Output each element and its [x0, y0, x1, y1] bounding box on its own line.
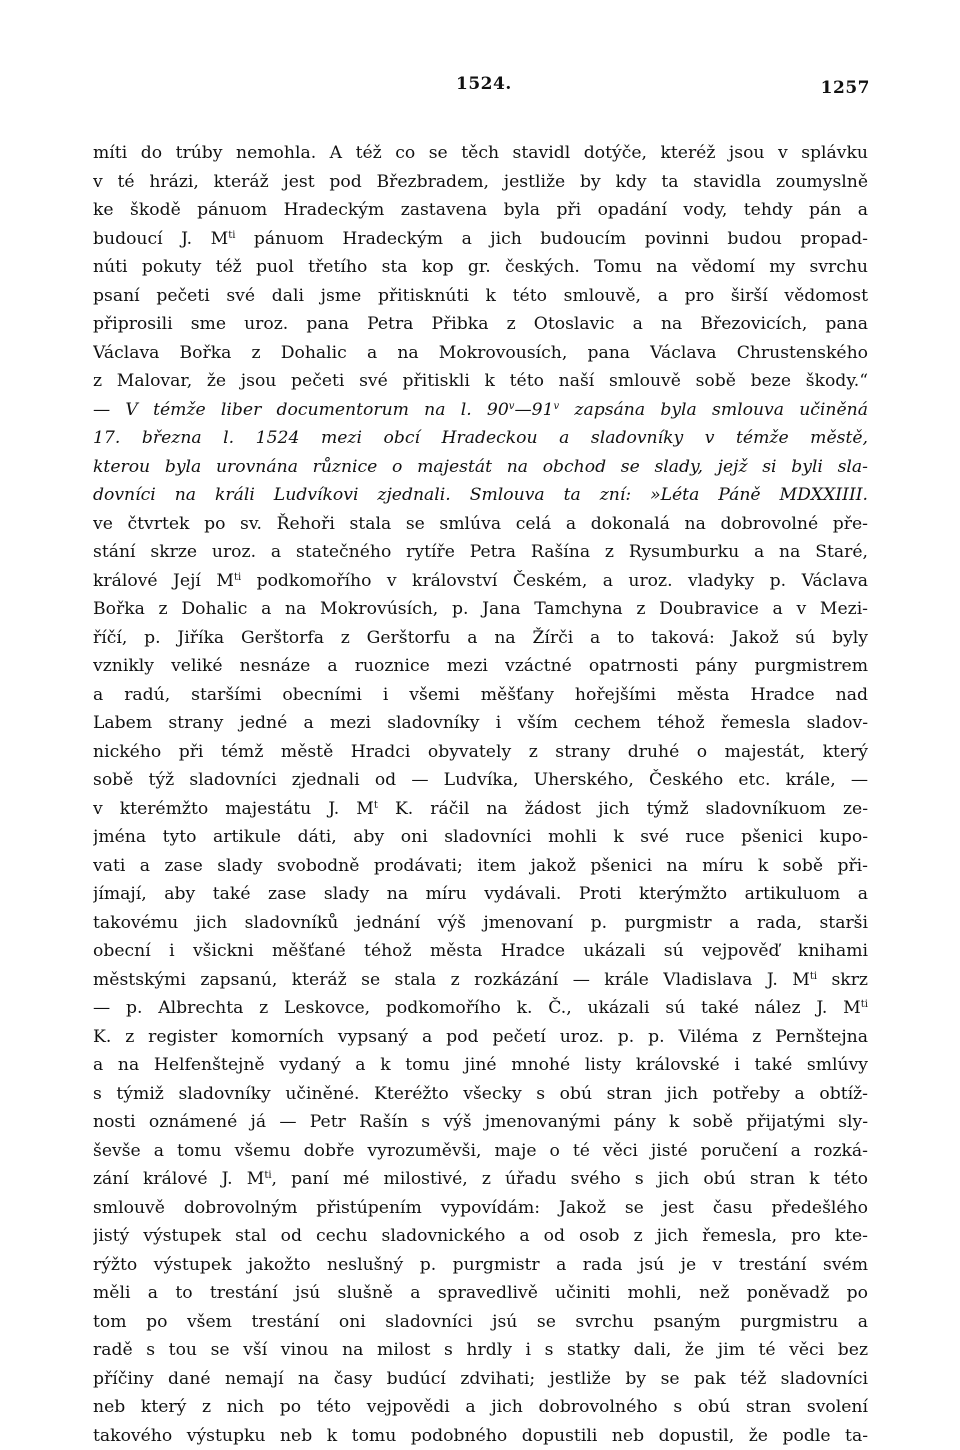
- text-line: [93, 510, 868, 539]
- text-segment: K. ráčil na žádost jich týmž sladovníkuom ze-: [378, 799, 868, 819]
- text-line: [93, 994, 868, 1023]
- text-segment: takového výstupku neb k tomu podobného dopustili neb dopustil, že podle ta-: [93, 1426, 868, 1446]
- text-line: [93, 1251, 868, 1280]
- text-line: [93, 1137, 868, 1166]
- text-segment: jímají, aby také zase slady na míru vydávali. Proti kterýmžto artikuluom a: [93, 884, 868, 904]
- text-line: [93, 424, 868, 453]
- text-segment: a na Helfenštejně vydaný a k tomu jiné mnohé listy královské i také smlúvy: [93, 1055, 868, 1075]
- text-line: [93, 567, 868, 596]
- text-segment: a radú, staršími obecními i všemi měšťany hořejšími města Hradce nad: [93, 685, 868, 705]
- text-segment: obecní i všickni měšťané téhož města Hradce ukázali sú vejpověď knihami: [93, 941, 868, 961]
- text-segment: tom po všem trestání oni sladovníci jsú se svrchu psaným purgmistru a: [93, 1312, 868, 1332]
- page-number: 1257: [821, 78, 870, 102]
- body-text: [93, 139, 868, 1450]
- text-segment: Václava Bořka z Dohalic a na Mokrovousích, pana Václava Chrustenského: [93, 343, 868, 363]
- text-segment: z Malovar, že jsou pečeti své přitiskli k této naší smlouvě sobě beze škody.“: [93, 371, 868, 391]
- text-line: [93, 1393, 868, 1422]
- text-line: [93, 1080, 868, 1109]
- text-segment: —91: [514, 400, 553, 420]
- text-line: [93, 367, 868, 396]
- text-segment: měli a to trestání jsú slušně a spravedlivě učiniti mohli, než poněvadž po: [93, 1283, 868, 1303]
- text-segment: neb který z nich po této vejpovědi a jich dobrovolného s obú stran svolení: [93, 1397, 868, 1417]
- text-segment: říčí, p. Jiříka Gerštorfa z Gerštorfu a na Žírči a to taková: Jakož sú byly: [93, 628, 868, 648]
- text-line: [93, 709, 868, 738]
- text-segment: ševše a tomu všemu dobře vyrozuměvši, maje o té věci jisté poručení a rozká-: [93, 1141, 868, 1161]
- text-line: [93, 937, 868, 966]
- text-line: [93, 1222, 868, 1251]
- text-segment: skrz: [817, 970, 868, 990]
- text-line: [93, 909, 868, 938]
- text-line: [93, 823, 868, 852]
- text-segment: — p. Albrechta z Leskovce, podkomořího k. Č., ukázali sú také nález J. M: [93, 998, 861, 1018]
- text-segment: núti pokuty též puol třetího sta kop gr. českých. Tomu na vědomí my svrchu: [93, 257, 868, 277]
- text-line: [93, 139, 868, 168]
- text-line: [93, 1051, 868, 1080]
- text-segment: nického při témž městě Hradci obyvately z strany druhé o majestát, který: [93, 742, 868, 762]
- text-line: [93, 1279, 868, 1308]
- text-segment: podkomořího v království Českém, a uroz. vladyky p. Václava: [241, 571, 868, 591]
- text-segment: s týmiž sladovníky učiněné. Kteréžto všecky s obú stran jich potřeby a obtíž-: [93, 1084, 868, 1104]
- text-segment: ve čtvrtek po sv. Řehoři stala se smlúva celá a dokonalá na dobrovolné pře-: [93, 514, 868, 534]
- superscript: t: [374, 800, 378, 811]
- text-line: [93, 282, 868, 311]
- text-segment: radě s tou se vší vinou na milost s hrdly i s statky dali, že jim té věci bez: [93, 1340, 868, 1360]
- text-segment: Bořka z Dohalic a na Mokrovúsích, p. Jana Tamchyna z Doubravice a v Mezi-: [93, 599, 868, 619]
- text-segment: K. z register komorních vypsaný a pod pečetí uroz. p. p. Viléma z Pernštejna: [93, 1027, 868, 1047]
- text-segment: ke škodě pánuom Hradeckým zastavena byla při opadání vody, tehdy pán a: [93, 200, 868, 220]
- text-segment: dovníci na králi Ludvíkovi zjednali. Smlouva ta zní: »Léta Páně MDXXIIII.: [93, 485, 868, 505]
- text-segment: králové Její M: [93, 571, 234, 591]
- text-segment: zání králové J. M: [93, 1169, 264, 1189]
- text-segment: rýžto výstupek jakožto neslušný p. purgmistr a rada jsú je v trestání svém: [93, 1255, 868, 1275]
- text-segment: příčiny dané nemají na časy budúcí zdvihati; jestliže by se pak též sladovníci: [93, 1369, 868, 1389]
- text-segment: míti do trúby nemohla. A též co se těch stavidl dotýče, kteréž jsou v splávku: [93, 143, 868, 163]
- superscript: v: [554, 401, 560, 412]
- superscript: ti: [228, 230, 235, 241]
- superscript: v: [509, 401, 515, 412]
- superscript: ti: [264, 1170, 271, 1181]
- text-segment: psaní pečeti své dali jsme přitisknúti k této smlouvě, a pro širší vědomost: [93, 286, 868, 306]
- text-line: [93, 852, 868, 881]
- text-segment: budoucí J. M: [93, 229, 228, 249]
- text-line: [93, 652, 868, 681]
- text-line: [93, 538, 868, 567]
- text-segment: sobě týž sladovníci zjednali od — Ludvíka, Uherského, Českého etc. krále, —: [93, 770, 868, 790]
- running-header-year: 1524.: [456, 74, 512, 98]
- text-segment: nosti oznámené já — Petr Rašín s výš jmenovanými pány k sobě přijatými sly-: [93, 1112, 868, 1132]
- text-line: [93, 1023, 868, 1052]
- superscript: ti: [861, 999, 868, 1010]
- text-line: [93, 1194, 868, 1223]
- text-line: [93, 1365, 868, 1394]
- text-segment: vati a zase slady svobodně prodávati; item jakož pšenici na míru k sobě při-: [93, 856, 868, 876]
- text-segment: vznikly veliké nesnáze a ruoznice mezi vzáctné opatrnosti pány purgmistrem: [93, 656, 868, 676]
- text-line: [93, 1308, 868, 1337]
- text-line: [93, 453, 868, 482]
- text-line: [93, 196, 868, 225]
- superscript: ti: [234, 572, 241, 583]
- text-segment: v té hrázi, kteráž jest pod Březbradem, jestliže by kdy ta stavidla zoumyslně: [93, 172, 868, 192]
- text-line: [93, 1165, 868, 1194]
- text-line: [93, 225, 868, 254]
- text-segment: v kterémžto majestátu J. M: [93, 799, 374, 819]
- text-segment: smlouvě dobrovolným přistúpením vypovídám: Jakož se jest času předešlého: [93, 1198, 868, 1218]
- text-segment: jména tyto artikule dáti, aby oni sladovníci mohli k své ruce pšenici kupo-: [93, 827, 868, 847]
- text-segment: připrosili sme uroz. pana Petra Přibka z Otoslavic a na Březovicích, pana: [93, 314, 868, 334]
- text-line: [93, 310, 868, 339]
- text-segment: pánuom Hradeckým a jich budoucím povinni budou propad-: [235, 229, 868, 249]
- text-segment: městskými zapsanú, kteráž se stala z rozkázání — krále Vladislava J. M: [93, 970, 810, 990]
- text-line: [93, 253, 868, 282]
- text-segment: zapsána byla smlouva učiněná: [559, 400, 868, 420]
- text-segment: jistý výstupek stal od cechu sladovnického a od osob z jich řemesla, pro kte-: [93, 1226, 868, 1246]
- text-line: [93, 339, 868, 368]
- text-line: [93, 1422, 868, 1450]
- text-line: [93, 481, 868, 510]
- text-segment: 17. března l. 1524 mezi obcí Hradeckou a sladovníky v témže městě,: [93, 428, 868, 448]
- text-line: [93, 1108, 868, 1137]
- text-line: [93, 595, 868, 624]
- text-line: [93, 396, 868, 425]
- text-line: [93, 966, 868, 995]
- text-line: [93, 168, 868, 197]
- text-line: [93, 766, 868, 795]
- text-segment: — V témže liber documentorum na l. 90: [93, 400, 509, 420]
- superscript: ti: [810, 971, 817, 982]
- text-line: [93, 681, 868, 710]
- text-line: [93, 795, 868, 824]
- text-segment: kterou byla urovnána různice o majestát na obchod se slady, jejž si byli sla-: [93, 457, 868, 477]
- text-line: [93, 738, 868, 767]
- text-segment: takovému jich sladovníků jednání výš jmenovaní p. purgmistr a rada, starši: [93, 913, 868, 933]
- text-segment: , paní mé milostivé, z úřadu svého s jich obú stran k této: [272, 1169, 868, 1189]
- text-segment: stání skrze uroz. a statečného rytíře Petra Rašína z Rysumburku a na Staré,: [93, 542, 868, 562]
- text-line: [93, 880, 868, 909]
- text-line: [93, 1336, 868, 1365]
- text-segment: Labem strany jedné a mezi sladovníky i vším cechem téhož řemesla sladov-: [93, 713, 868, 733]
- text-line: [93, 624, 868, 653]
